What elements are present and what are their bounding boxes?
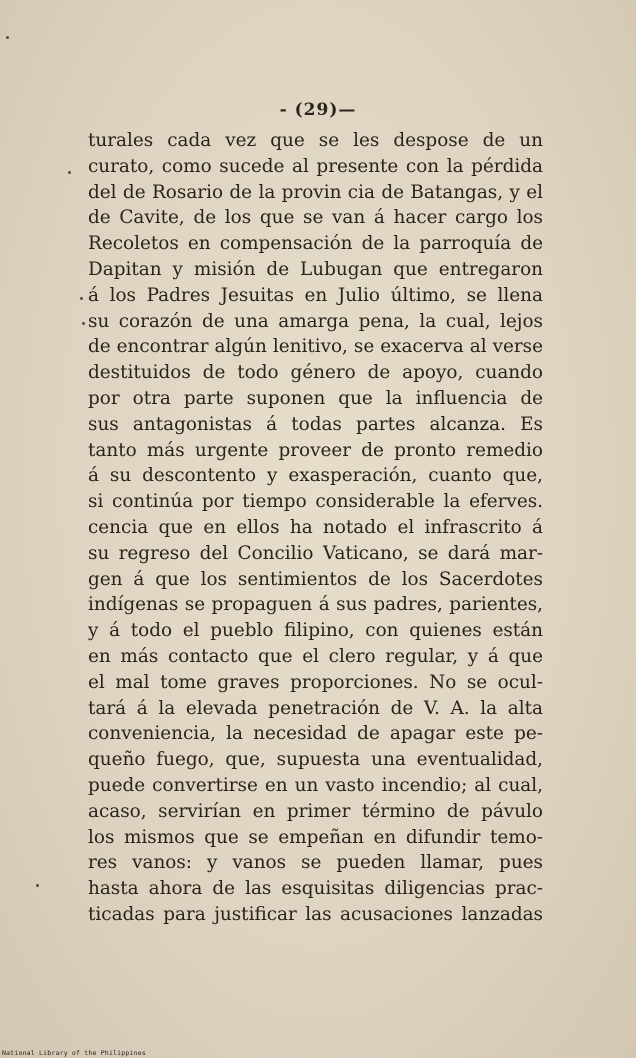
ink-speck bbox=[82, 322, 85, 325]
text-line: curato, como sucede al presente con la pérdida bbox=[88, 155, 543, 177]
text-line: en más contacto que el clero regular, y á que bbox=[88, 645, 543, 667]
text-line: hasta ahora de las esquisitas diligencias prac- bbox=[88, 878, 543, 900]
text-line: acaso, servirían en primer término de pávulo bbox=[88, 800, 543, 822]
ink-speck bbox=[80, 297, 83, 300]
text-line: si continúa por tiempo considerable la eferves. bbox=[88, 491, 543, 513]
text-line: de encontrar algún lenitivo, se exacerva al verse bbox=[88, 336, 543, 358]
text-line: cencia que en ellos ha notado el infrascrito á bbox=[88, 516, 543, 538]
text-line: gen á que los sentimientos de los Sacerdotes bbox=[88, 568, 543, 590]
text-line: y á todo el pueblo filipino, con quienes están bbox=[88, 620, 543, 642]
library-credit: National Library of the Philippines bbox=[2, 1049, 146, 1057]
text-line: á los Padres Jesuitas en Julio último, se llena bbox=[88, 284, 543, 306]
text-line: ticadas para justificar las acusaciones lanzadas bbox=[88, 903, 543, 925]
text-line: por otra parte suponen que la influencia de bbox=[88, 387, 543, 409]
ink-speck bbox=[68, 171, 71, 174]
text-line: á su descontento y exasperación, cuanto que, bbox=[88, 465, 543, 487]
text-line: su corazón de una amarga pena, la cual, lejos bbox=[88, 310, 543, 332]
text-line: del de Rosario de la provin cia de Batangas, y el bbox=[88, 181, 543, 203]
text-line: tará á la elevada penetración de V. A. la alta bbox=[88, 697, 543, 719]
text-line: indígenas se propaguen á sus padres, parientes, bbox=[88, 594, 543, 616]
text-line: destituidos de todo género de apoyo, cuando bbox=[88, 362, 543, 384]
body-text bbox=[88, 128, 543, 928]
ink-speck bbox=[6, 36, 9, 39]
text-line: turales cada vez que se les despose de un bbox=[88, 130, 543, 151]
page-number: - (29)— bbox=[279, 100, 357, 120]
text-line: Recoletos en compensación de la parroquía de bbox=[88, 233, 543, 255]
text-line: puede convertirse en un vasto incendio; al cual, bbox=[88, 774, 543, 796]
text-line: los mismos que se empeñan en difundir temo- bbox=[88, 826, 543, 848]
text-line: de Cavite, de los que se van á hacer cargo los bbox=[88, 207, 543, 229]
text-line: queño fuego, que, supuesta una eventualidad, bbox=[88, 749, 543, 771]
ink-speck bbox=[36, 884, 39, 887]
text-line: res vanos: y vanos se pueden llamar, pues bbox=[88, 852, 543, 874]
text-line: el mal tome graves proporciones. No se ocul- bbox=[88, 671, 543, 693]
text-line: Dapitan y misión de Lubugan que entregaron bbox=[88, 258, 543, 280]
text-line: tanto más urgente proveer de pronto remedio bbox=[88, 439, 543, 461]
text-line: sus antagonistas á todas partes alcanza. Es bbox=[88, 413, 543, 435]
text-line: su regreso del Concilio Vaticano, se dará mar- bbox=[88, 542, 543, 564]
text-line: conveniencia, la necesidad de apagar este pe- bbox=[88, 723, 543, 745]
